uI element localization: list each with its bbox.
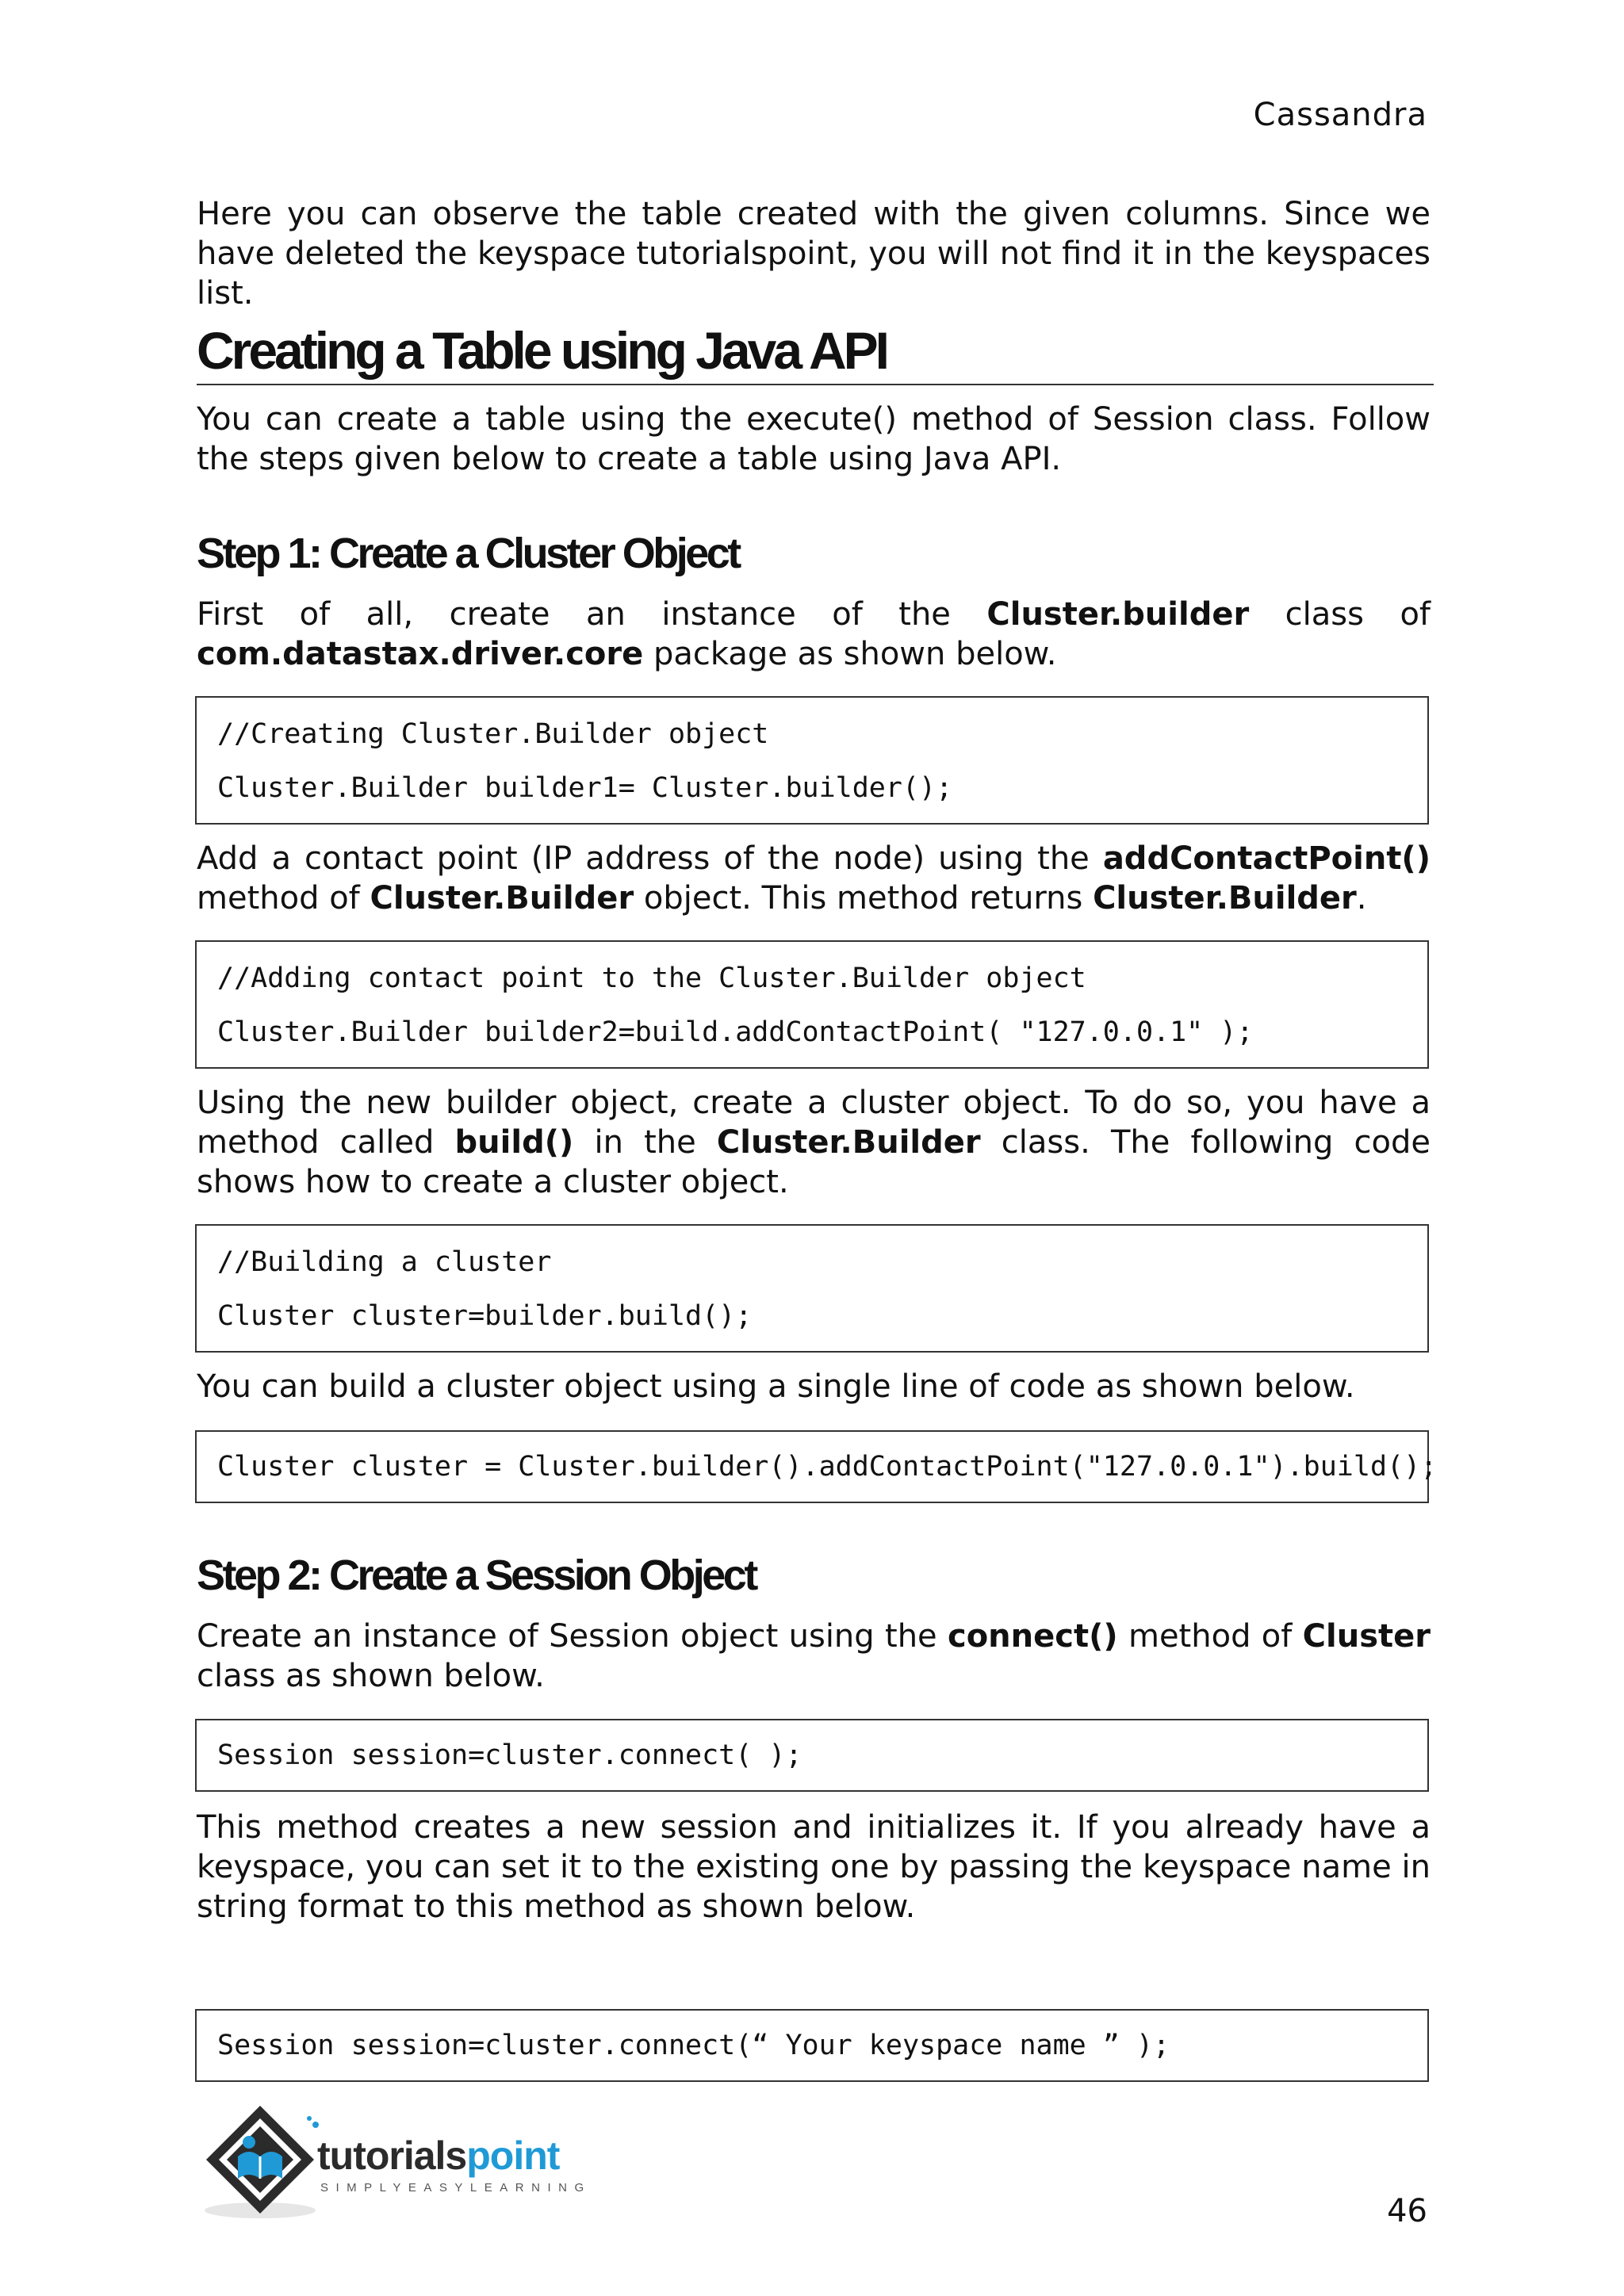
step2-paragraph-2: This method creates a new session and initializes it. If you already have a keyspace, you can set it to the existing one by passing the keyspace name in string format to this method as shown below.	[197, 1809, 1431, 1925]
method-name: addContactPoint()	[1102, 840, 1431, 877]
step1-paragraph-2	[197, 839, 1431, 918]
code-comment: //Building a cluster	[217, 1246, 552, 1278]
text-run: class. The following code shows how to create a cluster object.	[197, 1124, 1431, 1200]
logo-name-tutorials: tutorials	[317, 2133, 467, 2178]
code-block-connect-keyspace	[195, 2009, 1429, 2082]
logo-tagline: SIMPLYEASYLEARNING	[320, 2181, 592, 2195]
logo-wordmark	[317, 2133, 561, 2178]
running-header: Cassandra	[1253, 97, 1427, 133]
code-line: Cluster.Builder builder2=build.addContactPoint( "127.0.0.1" );	[217, 1016, 1254, 1048]
text-run: Create an instance of Session object using the	[197, 1618, 948, 1655]
class-name: Cluster.Builder	[370, 880, 634, 916]
page-number: 46	[1387, 2193, 1427, 2229]
step2-heading: Step 2: Create a Session Object	[197, 1552, 756, 1599]
text-run: method of	[197, 880, 370, 916]
text-run: .	[1356, 880, 1367, 916]
class-name: Cluster.builder	[986, 596, 1250, 633]
code-block-create-builder	[195, 696, 1429, 825]
text-run: package as shown below.	[643, 636, 1057, 672]
reader-head	[243, 2136, 255, 2149]
method-name: build()	[454, 1124, 574, 1161]
code-line: Cluster.Builder builder1= Cluster.builder();	[217, 772, 953, 804]
code-block-build-cluster	[195, 1224, 1429, 1353]
code-block-connect	[195, 1719, 1429, 1792]
class-name: Cluster.Builder	[1093, 880, 1357, 916]
method-name: connect()	[947, 1618, 1118, 1655]
class-name: Cluster	[1302, 1618, 1431, 1655]
step1-paragraph-3	[197, 1083, 1431, 1202]
text-run: class as shown below.	[197, 1658, 545, 1694]
code-comment: //Adding contact point to the Cluster.Builder object	[217, 962, 1086, 994]
logo-dot	[307, 2116, 312, 2121]
code-block-single-line-cluster	[195, 1430, 1438, 1503]
code-comment: //Creating Cluster.Builder object	[217, 718, 769, 750]
code-line: Session session=cluster.connect(“ Your keyspace name ” );	[217, 2030, 1170, 2061]
package-name: com.datastax.driver.core	[197, 636, 644, 672]
step2-paragraph-1	[197, 1617, 1431, 1696]
text-run: in the	[573, 1124, 717, 1161]
code-line: Cluster cluster=builder.build();	[217, 1300, 753, 1332]
tutorialspoint-logo	[197, 2101, 625, 2220]
step1-paragraph-4: You can build a cluster object using a single line of code as shown below.	[197, 1368, 1355, 1405]
step1-paragraph-1	[197, 595, 1431, 674]
step1-heading: Step 1: Create a Cluster Object	[197, 530, 739, 577]
text-run: method of	[1117, 1618, 1303, 1655]
class-name: Cluster.Builder	[716, 1124, 981, 1161]
code-block-add-contact-point	[195, 940, 1429, 1069]
text-run: object. This method returns	[634, 880, 1094, 916]
text-run: Add a contact point (IP address of the node) using the	[197, 840, 1103, 877]
section-intro-paragraph: You can create a table using the execute() method of Session class. Follow the steps given below to create a table using Java API.	[197, 401, 1431, 477]
logo-dot	[312, 2122, 319, 2128]
logo-graphic	[197, 2101, 625, 2220]
code-line: Session session=cluster.connect( );	[217, 1739, 802, 1771]
text-run: Using the new builder object, create a cluster object. To do so, you have a method called	[197, 1085, 1431, 1161]
text-run: First of all, create an instance of the	[197, 596, 987, 633]
code-line: Cluster cluster = Cluster.builder().addContactPoint("127.0.0.1").build();	[217, 1451, 1438, 1483]
text-run: class of	[1249, 596, 1431, 633]
section-heading: Creating a Table using Java API	[197, 319, 1434, 385]
intro-paragraph: Here you can observe the table created with the given columns. Since we have deleted the keyspace tutorialspoint, you will not find it in the keyspaces list.	[197, 196, 1431, 312]
logo-name-point: point	[466, 2133, 560, 2178]
